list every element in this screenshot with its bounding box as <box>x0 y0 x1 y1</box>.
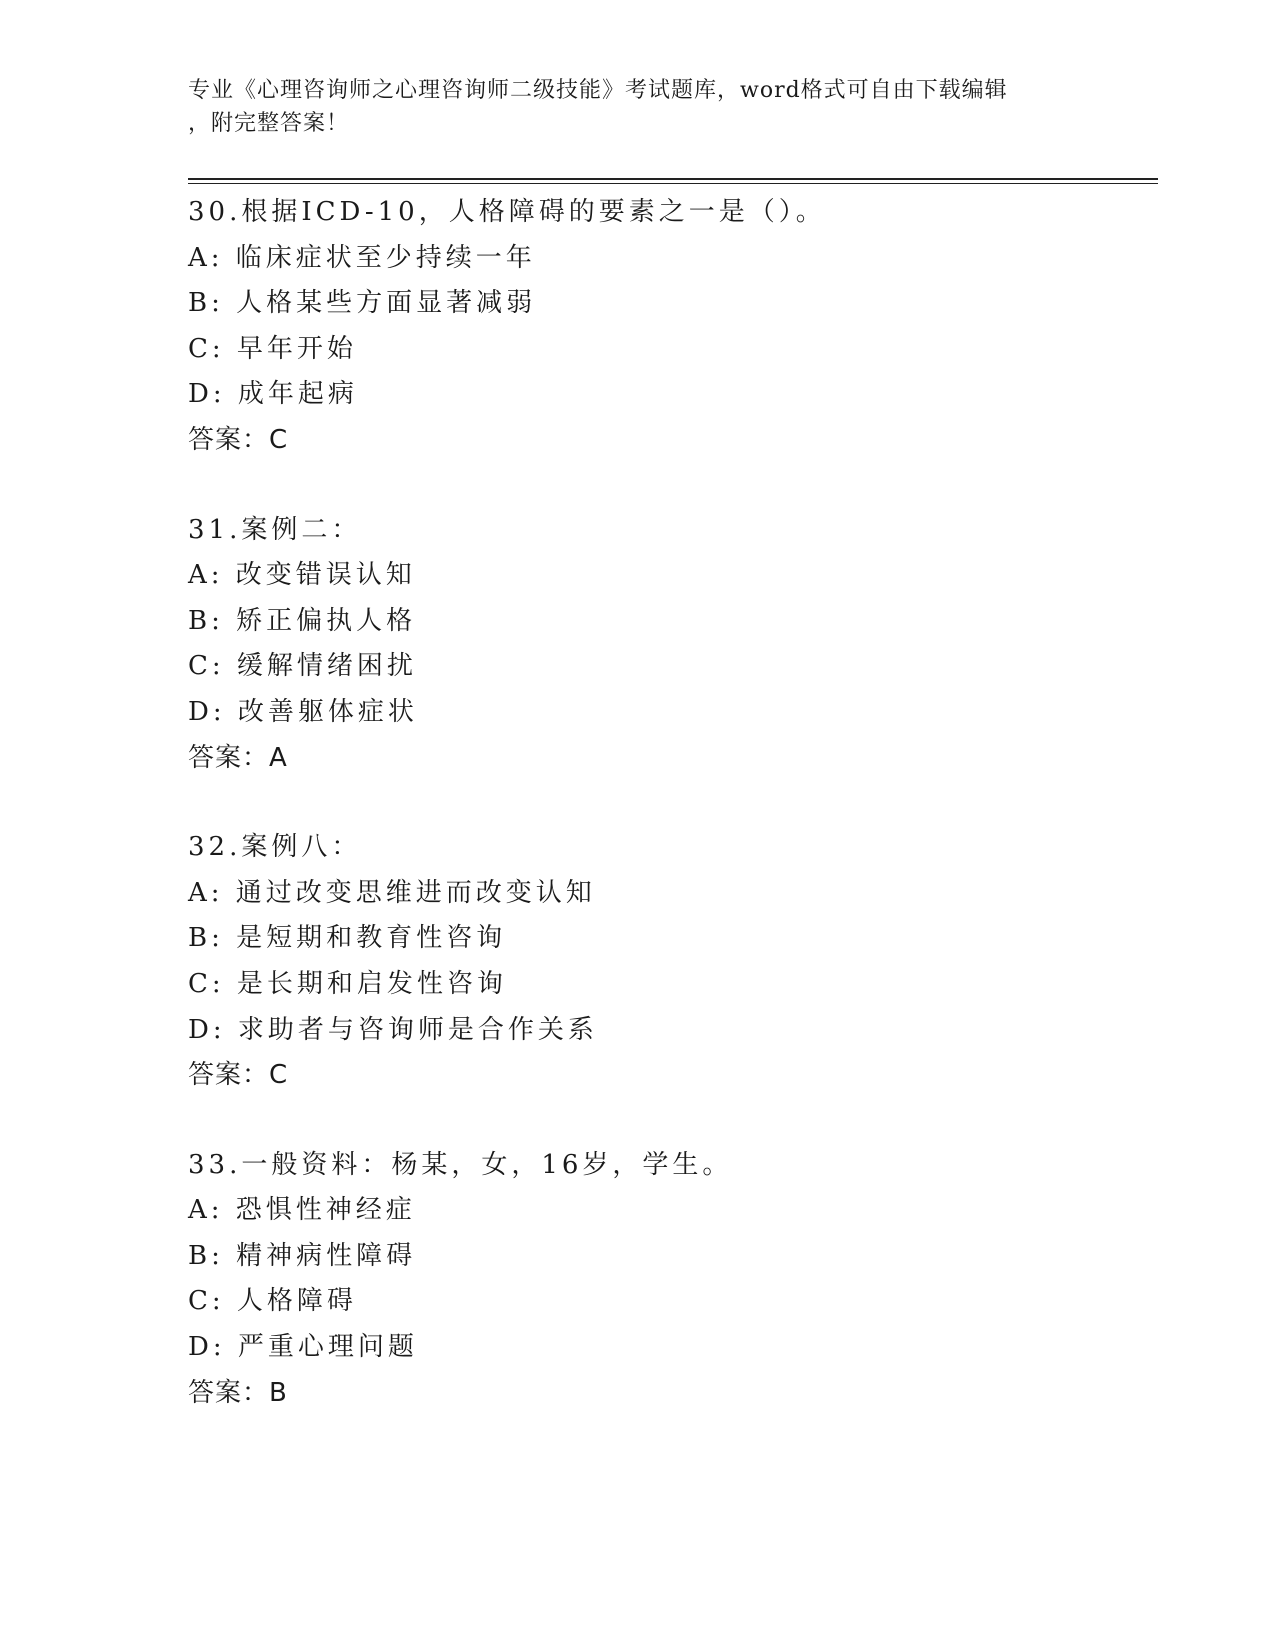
answer-line: 答案：C <box>188 424 289 455</box>
option-d: D: 改善躯体症状 <box>188 696 418 727</box>
header-line-1: 专业《心理咨询师之心理咨询师二级技能》考试题库，word格式可自由下载编辑 <box>188 78 1008 103</box>
option-c: C: 早年开始 <box>188 333 357 364</box>
answer-line: 答案：C <box>188 1060 289 1091</box>
option-a: A: 通过改变思维进而改变认知 <box>188 877 596 908</box>
option-b: B: 矫正偏执人格 <box>188 605 417 636</box>
question-stem: 32.案例八： <box>188 832 362 863</box>
option-b: B: 是短期和教育性咨询 <box>188 923 507 954</box>
option-d: D: 求助者与咨询师是合作关系 <box>188 1014 598 1045</box>
question-32 <box>188 825 1148 1099</box>
option-a: A: 临床症状至少持续一年 <box>188 242 536 273</box>
option-d: D: 成年起病 <box>188 379 358 410</box>
header-divider-thick <box>188 178 1158 180</box>
header-divider-thin <box>188 183 1158 184</box>
document-header <box>188 74 1068 140</box>
question-33 <box>188 1143 1148 1417</box>
answer-line: 答案：B <box>188 1377 288 1408</box>
option-c: C: 人格障碍 <box>188 1286 357 1317</box>
option-d: D: 严重心理问题 <box>188 1332 418 1363</box>
option-b: B: 精神病性障碍 <box>188 1240 417 1271</box>
question-stem: 31.案例二： <box>188 514 362 545</box>
option-c: C: 缓解情绪困扰 <box>188 651 417 682</box>
question-31 <box>188 508 1148 782</box>
question-stem: 30.根据ICD-10，人格障碍的要素之一是（）。 <box>188 197 826 227</box>
question-list <box>188 190 1148 1460</box>
option-a: A: 恐惧性神经症 <box>188 1195 416 1226</box>
header-line-2: ，附完整答案！ <box>188 111 350 136</box>
answer-line: 答案：A <box>188 742 288 773</box>
option-c: C: 是长期和启发性咨询 <box>188 968 507 999</box>
question-stem: 33.一般资料：杨某，女，16岁，学生。 <box>188 1149 733 1180</box>
option-a: A: 改变错误认知 <box>188 560 416 591</box>
question-30 <box>188 190 1148 464</box>
option-b: B: 人格某些方面显著减弱 <box>188 288 537 319</box>
